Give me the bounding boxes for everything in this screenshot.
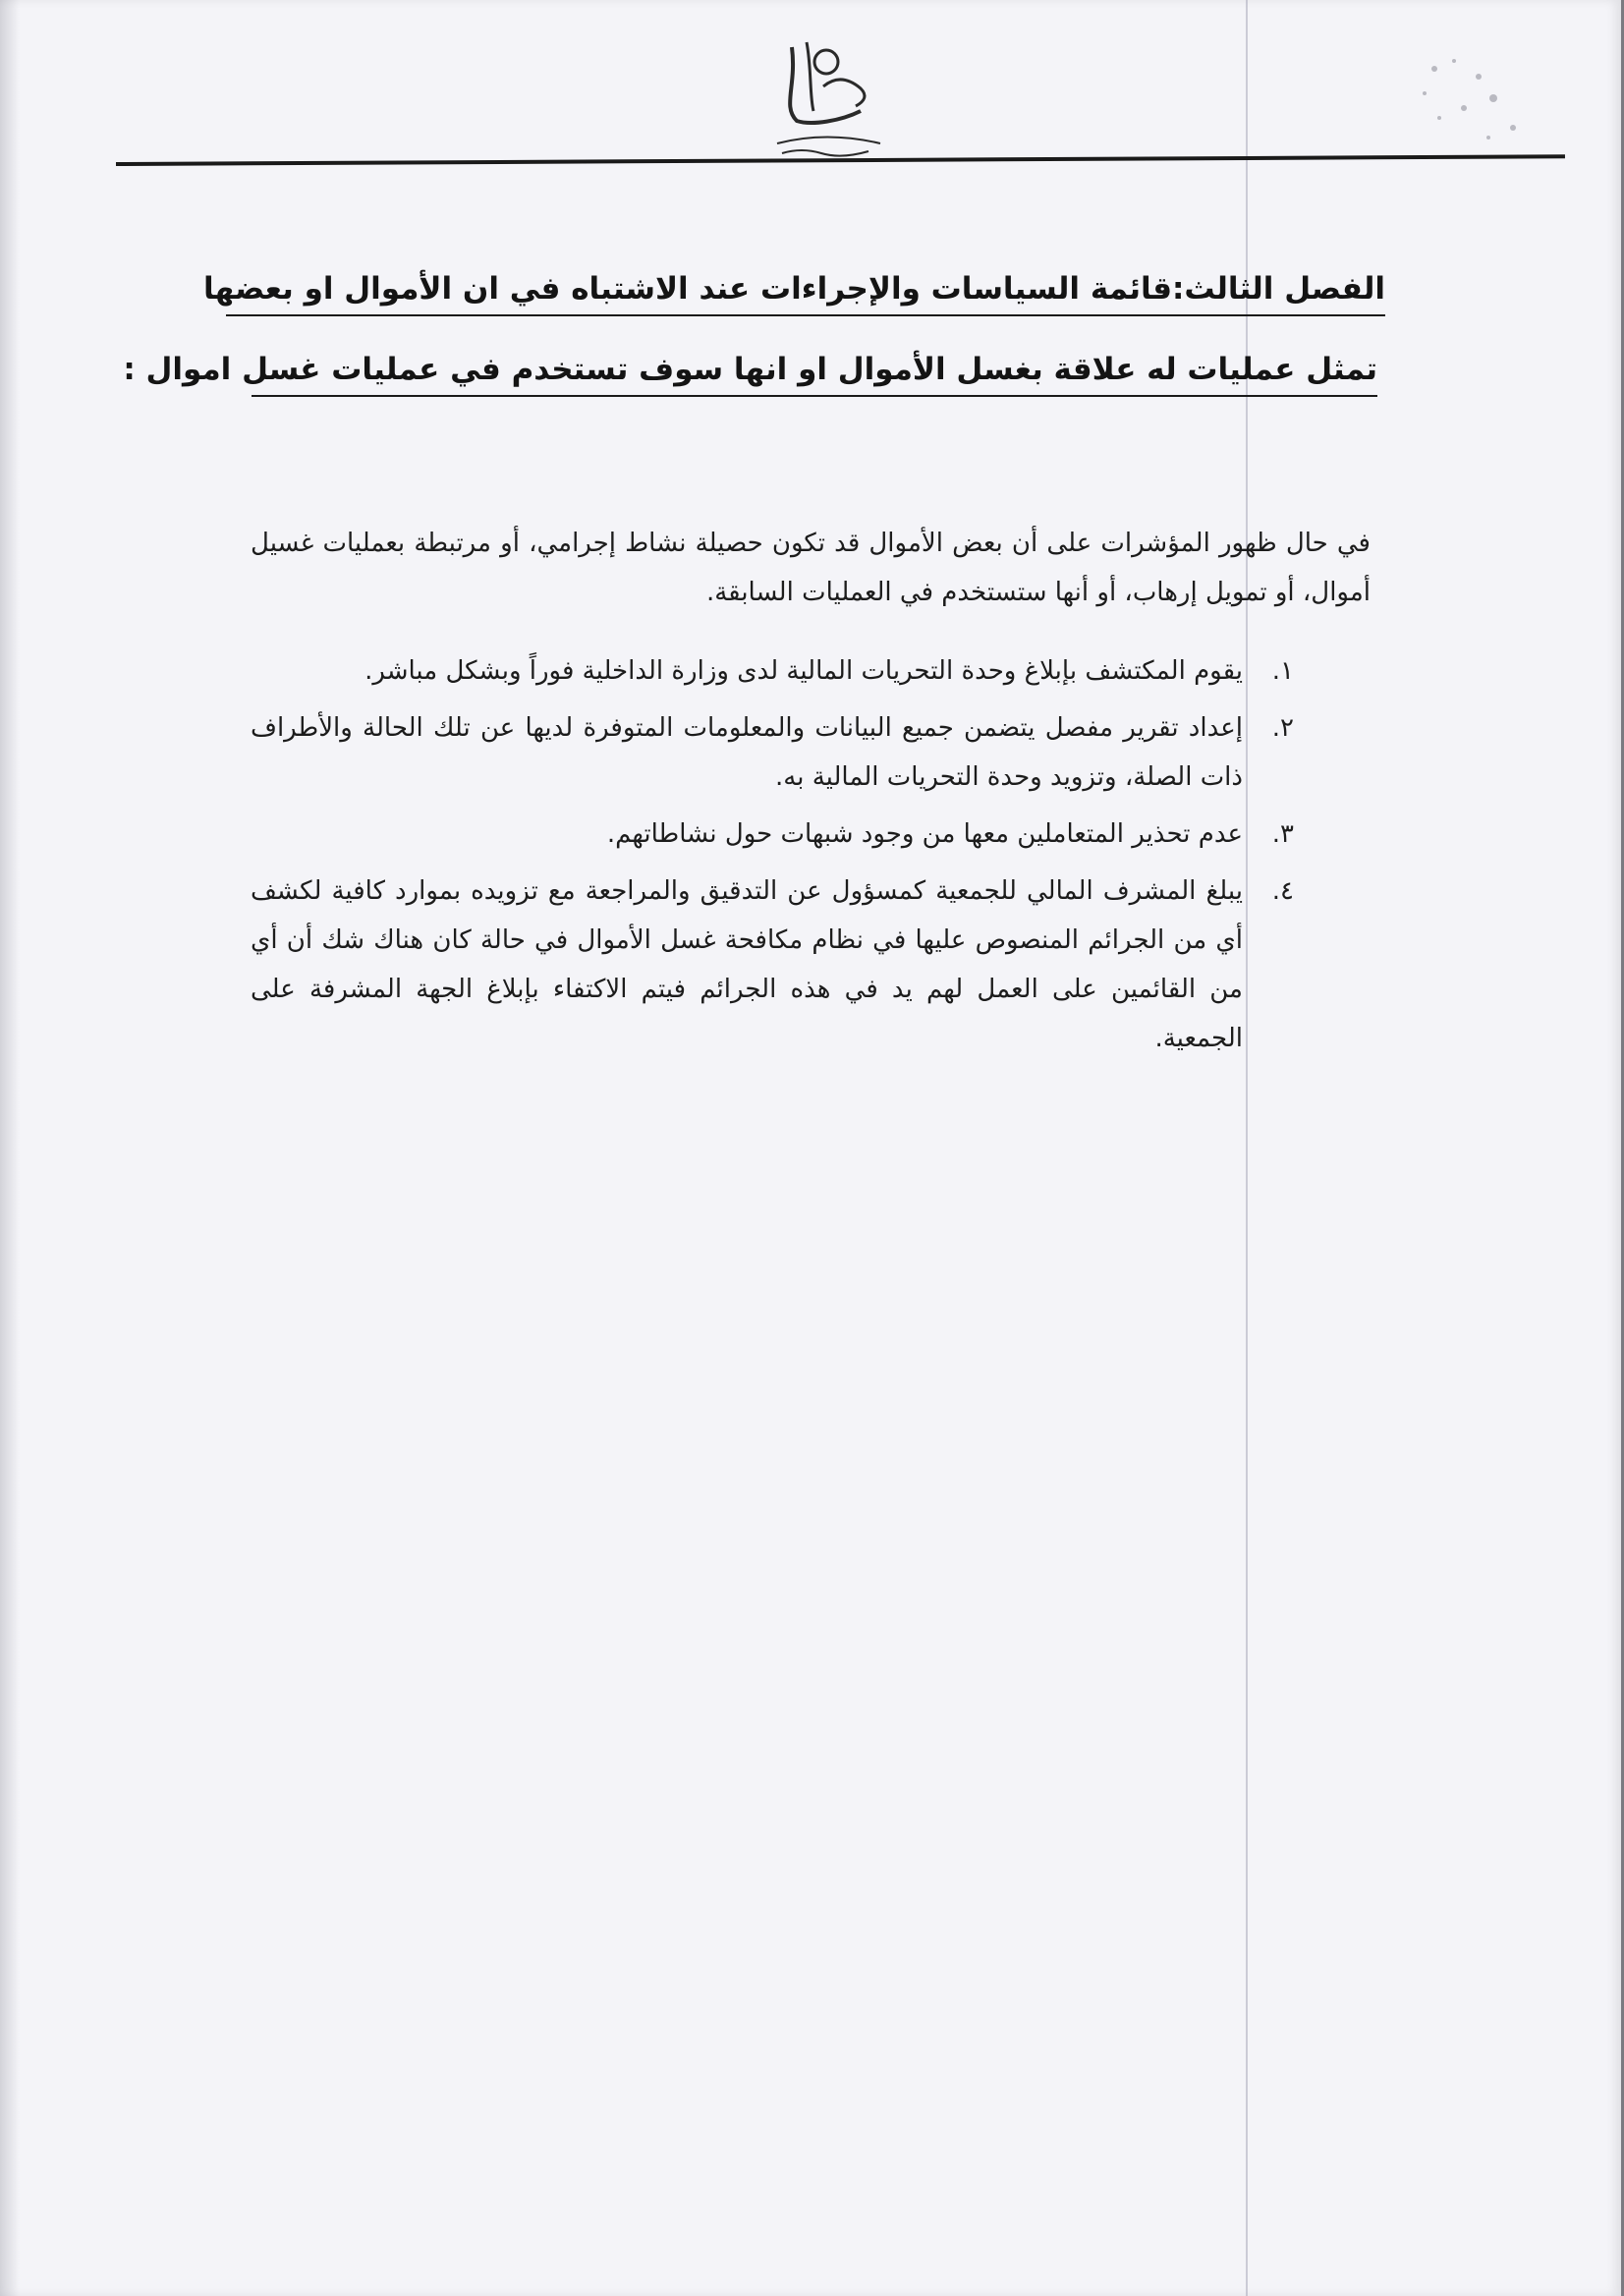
organization-logo [753,28,900,165]
page-edge-shadow [0,0,20,2296]
section-heading-line-1 [202,271,1385,316]
faded-stamp [1395,39,1542,157]
item-number: ٣. [1271,819,1294,849]
item-text: عدم تحذير المتعاملين معها من وجود شبهات حول نشاطاتهم. [606,819,1243,849]
item-number: ٤. [1271,876,1294,906]
procedure-list [251,646,1294,1071]
list-item [251,646,1294,696]
intro-paragraph: في حال ظهور المؤشرات على أن بعض الأموال قد تكون حصيلة نشاط إجرامي، أو مرتبطة بعمليات غسيل أموال، أو تمويل إرهاب، أو أنها ستستخدم في العمليات السابقة. [251,529,1371,607]
item-text: إعداد تقرير مفصل يتضمن جميع البيانات والمعلومات المتوفرة لديها عن تلك الحالة والأطراف ذات الصلة، وتزويد وحدة التحريات المالية به. [251,713,1243,792]
fold-line [1246,0,1248,2296]
heading-text: الفصل الثالث:قائمة السياسات والإجراءات عند الاشتباه في ان الأموال او بعضها [202,271,1385,307]
heading-text: تمثل عمليات له علاقة بغسل الأموال او انها سوف تستخدم في عمليات غسل اموال : [123,352,1377,387]
item-text: يقوم المكتشف بإبلاغ وحدة التحريات المالية لدى وزارة الداخلية فوراً وبشكل مباشر. [364,656,1243,686]
list-item [251,867,1294,1063]
item-number: ٢. [1271,713,1294,743]
section-heading-line-2 [123,352,1377,397]
list-item [251,703,1294,802]
heading-underline [252,395,1377,397]
heading-underline [226,314,1385,316]
item-text: يبلغ المشرف المالي للجمعية كمسؤول عن التدقيق والمراجعة مع تزويده بموارد كافية لكشف أي من الجرائم المنصوص عليها في نظام مكافحة غسل الأموال في حالة كان هناك شك أن أي من القائمين على العمل لهم يد في هذه الجرائم فيتم الاكتفاء بإبلاغ الجهة المشرفة على الجمعية. [251,876,1243,1053]
list-item [251,810,1294,859]
item-number: ١. [1271,656,1294,686]
